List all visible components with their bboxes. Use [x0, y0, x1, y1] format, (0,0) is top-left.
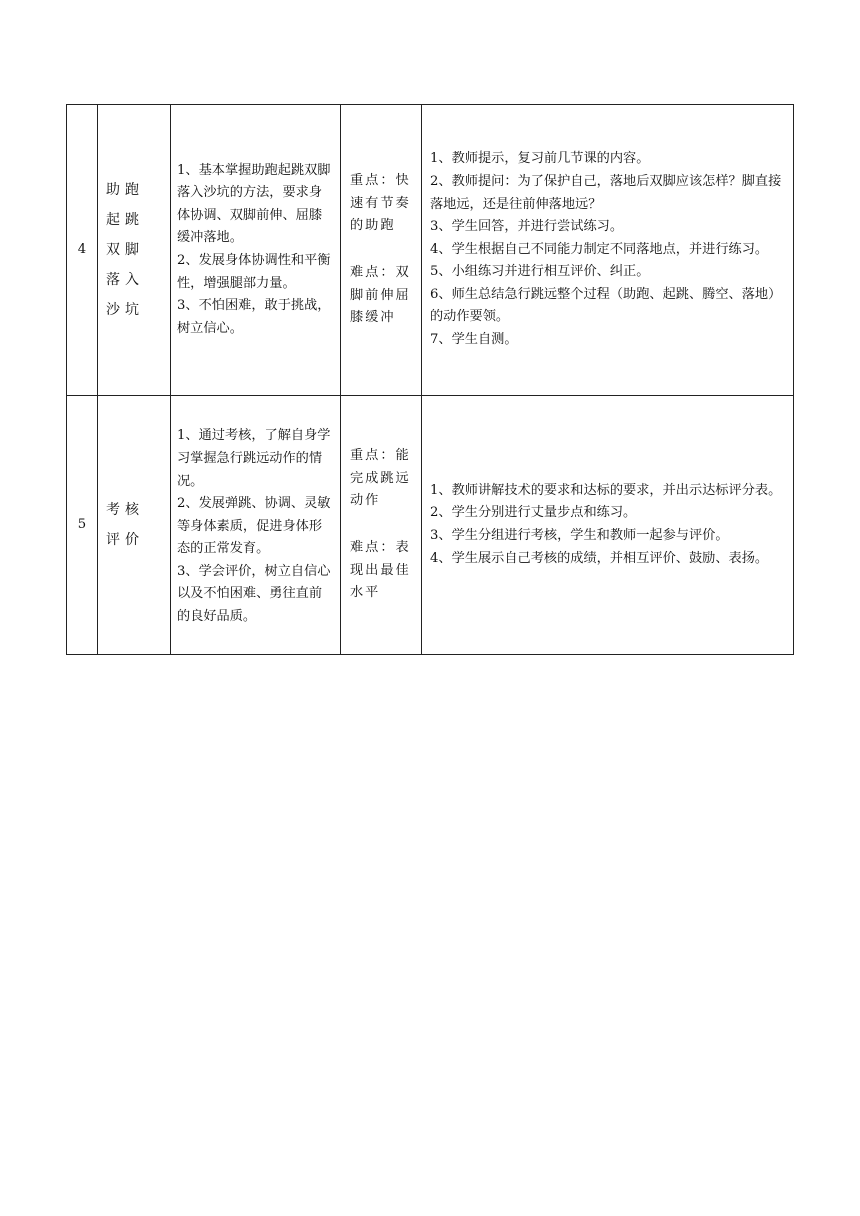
goal-item: 1、通过考核，了解自身学习掌握急行跳远动作的情况。: [177, 428, 331, 489]
difficult-point: 难点：双脚前伸屈膝缓冲: [350, 265, 411, 326]
teaching-steps-cell: [422, 105, 794, 396]
step-item: 3、学生回答，并进行尝试练习。: [430, 219, 624, 235]
lesson-goals-cell: [171, 105, 341, 396]
lesson-topic-cell: [98, 105, 171, 396]
goal-item: 3、学会评价，树立自信心以及不怕困难、勇往直前的良好品质。: [177, 563, 331, 625]
step-item: 4、学生根据自己不同能力制定不同落地点，并进行练习。: [430, 241, 769, 257]
step-item: 4、学生展示自己考核的成绩，并相互评价、鼓励、表扬。: [430, 550, 769, 566]
table-row: [67, 105, 794, 396]
step-item: 1、教师讲解技术的要求和达标的要求，并出示达标评分表。: [430, 482, 782, 498]
step-item: 6、师生总结急行跳远整个过程（助跑、起跳、腾空、落地）的动作要领。: [430, 286, 782, 325]
key-points-cell: [341, 396, 422, 655]
key-point: 重点：能完成跳远动作: [350, 448, 411, 509]
goal-item: 1、基本掌握助跑起跳双脚落入沙坑的方法，要求身体协调、双脚前伸、屈膝缓冲落地。: [177, 162, 331, 246]
step-item: 1、教师提示，复习前几节课的内容。: [430, 151, 650, 167]
teaching-steps-cell: [422, 396, 794, 655]
table-row: [67, 396, 794, 655]
lesson-number: 4: [67, 105, 98, 396]
step-item: 7、学生自测。: [430, 332, 518, 348]
step-item: 2、学生分别进行丈量步点和练习。: [430, 505, 637, 521]
goal-item: 2、发展弹跳、协调、灵敏等身体素质，促进身体形态的正常发育。: [177, 496, 331, 557]
lesson-topic: 考核评价: [106, 502, 144, 548]
lesson-goals-cell: [171, 396, 341, 655]
lesson-number: 5: [67, 396, 98, 655]
goal-item: 3、不怕困难，敢于挑战，树立信心。: [177, 298, 331, 336]
key-points-cell: [341, 105, 422, 396]
goal-item: 2、发展身体协调性和平衡性，增强腿部力量。: [177, 253, 331, 291]
key-point: 重点：快速有节奏的助跑: [350, 173, 411, 234]
lesson-plan-table: [66, 104, 794, 655]
lesson-topic: 助跑起跳双脚落入沙坑: [106, 182, 144, 318]
lesson-topic-cell: [98, 396, 171, 655]
difficult-point: 难点：表现出最佳水平: [350, 540, 411, 601]
step-item: 5、小组练习并进行相互评价、纠正。: [430, 264, 650, 280]
step-item: 3、学生分组进行考核，学生和教师一起参与评价。: [430, 528, 729, 543]
step-item: 2、教师提问：为了保护自己，落地后双脚应该怎样？脚直接落地远，还是往前伸落地远？: [430, 173, 782, 212]
